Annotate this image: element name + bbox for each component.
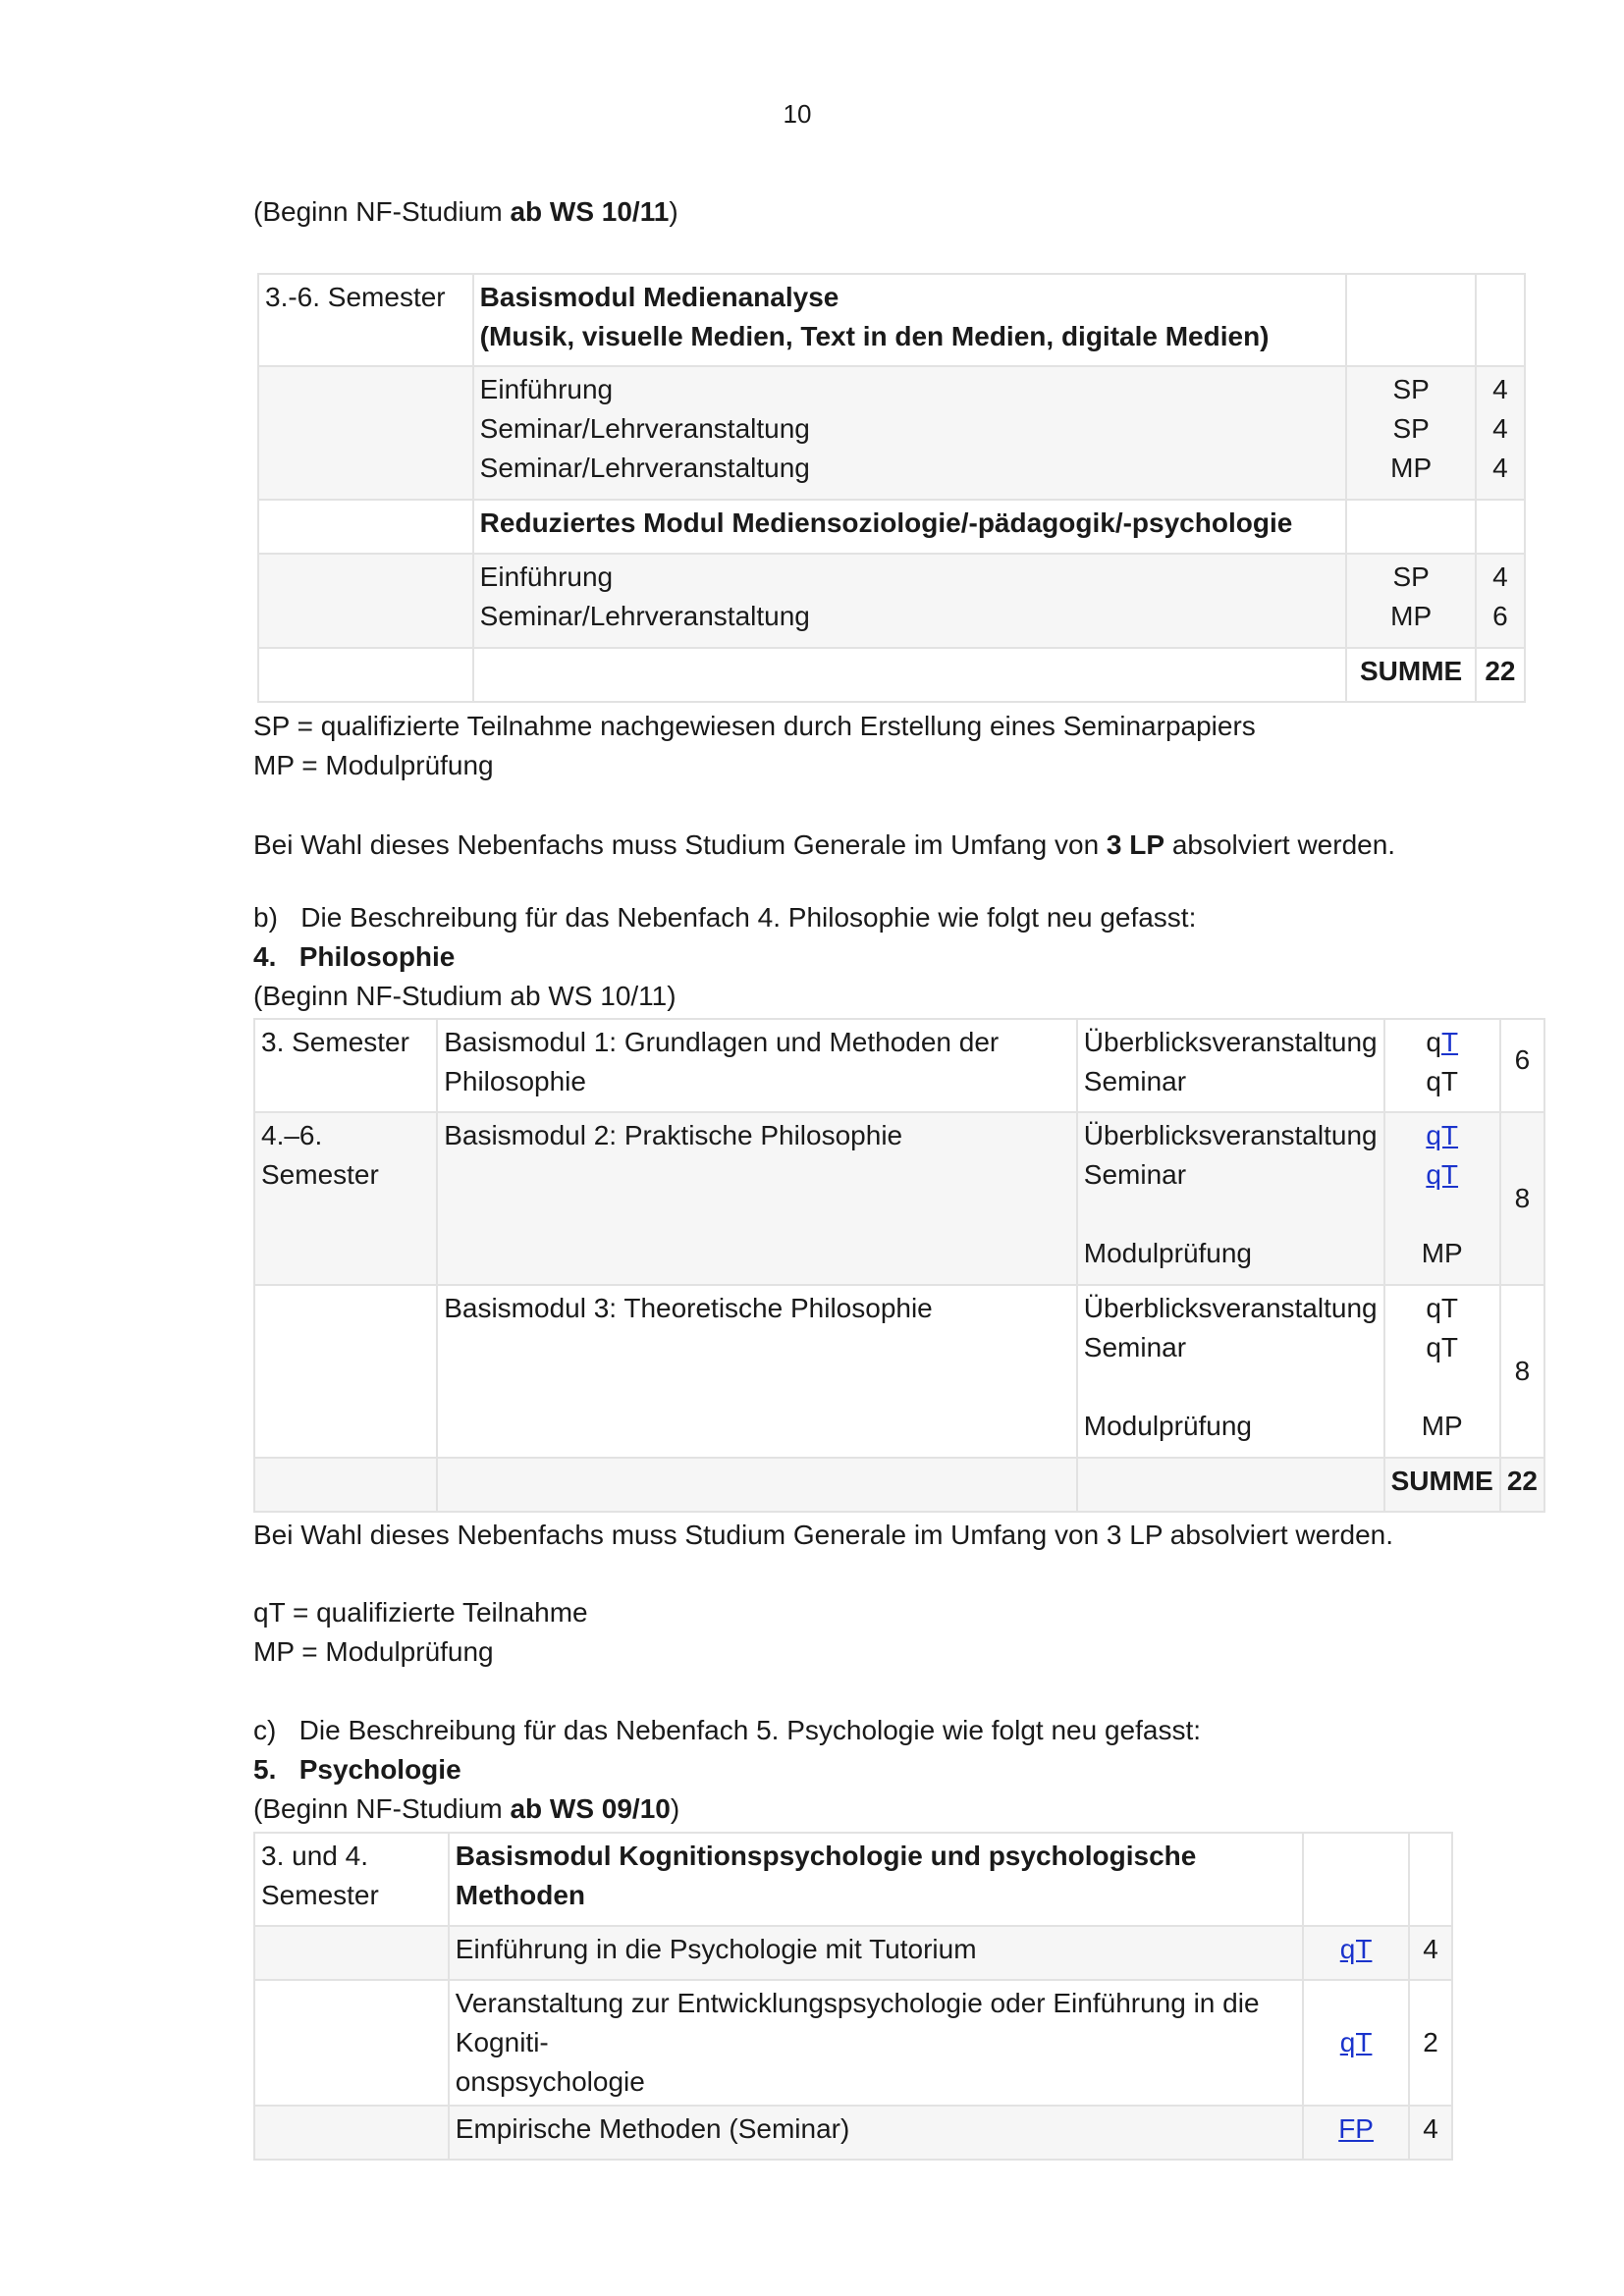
legend-mp: MP = Modulprüfung — [253, 1636, 494, 1667]
medien-module-table — [257, 273, 1526, 703]
module-items: Einführung Seminar/Lehrveranstaltung — [473, 554, 1347, 648]
item-name: Empirische Methoden (Seminar) — [449, 2106, 1303, 2160]
module-title-cell: Reduziertes Modul Mediensoziologie/-pädagogik/-psychologie — [473, 500, 1347, 554]
psychologie-table — [253, 1832, 1453, 2161]
events-cell: Überblicksveranstaltung Seminar Modulprüfung — [1077, 1285, 1384, 1458]
module-title-cell: Basismodul Kognitionspsychologie und psychologische Methoden — [449, 1833, 1303, 1926]
module-item-lp: 4 4 4 — [1476, 366, 1525, 500]
section-b-note: Bei Wahl dieses Nebenfachs muss Studium Generale im Umfang von 3 LP absolviert werden. — [253, 1520, 1394, 1550]
item-type: qT — [1303, 1980, 1409, 2106]
module-cell: Basismodul 2: Praktische Philosophie — [437, 1112, 1077, 1285]
item-lp: 2 — [1409, 1980, 1452, 2106]
module-items: Einführung Seminar/Lehrveranstaltung Seminar/Lehrveranstaltung — [473, 366, 1347, 500]
sum-value: 22 — [1500, 1458, 1544, 1512]
item-lp: 4 — [1409, 1926, 1452, 1980]
lp-cell: 8 — [1500, 1112, 1544, 1285]
lp-cell: 8 — [1500, 1285, 1544, 1458]
module-cell: Basismodul 1: Grundlagen und Methoden der Philosophie — [437, 1019, 1077, 1112]
events-cell: Überblicksveranstaltung Seminar Modulprüfung — [1077, 1112, 1384, 1285]
types-cell: qT qT — [1384, 1019, 1500, 1112]
semester-cell — [254, 1285, 437, 1458]
sum-value: 22 — [1476, 648, 1525, 702]
section-a-intro: (Beginn NF-Studium ab WS 10/11) — [253, 196, 678, 227]
page-number: 10 — [783, 99, 812, 129]
item-type: qT — [1303, 1926, 1409, 1980]
legend-sp: SP = qualifizierte Teilnahme nachgewiesen durch Erstellung eines Seminarpapiers — [253, 711, 1256, 741]
item-type: FP — [1303, 2106, 1409, 2160]
semester-cell: 3.-6. Semester — [258, 274, 473, 366]
lp-cell: 6 — [1500, 1019, 1544, 1112]
types-cell: qT qT MP — [1384, 1285, 1500, 1458]
section-c-text: c) Die Beschreibung für das Nebenfach 5. Psychologie wie folgt neu gefasst: — [253, 1715, 1201, 1745]
module-item-types: SP MP — [1346, 554, 1475, 648]
section-c-intro: (Beginn NF-Studium ab WS 09/10) — [253, 1793, 680, 1824]
item-name: Veranstaltung zur Entwicklungspsychologie oder Einführung in die Kogniti- onspsychologie — [449, 1980, 1303, 2106]
sum-label: SUMME — [1384, 1458, 1500, 1512]
sum-label: SUMME — [1346, 648, 1475, 702]
legend-mp: MP = Modulprüfung — [253, 750, 494, 780]
section-b-text: b) Die Beschreibung für das Nebenfach 4. Philosophie wie folgt neu gefasst: — [253, 902, 1197, 933]
item-lp: 4 — [1409, 2106, 1452, 2160]
module-item-types: SP SP MP — [1346, 366, 1475, 500]
semester-cell: 3. Semester — [254, 1019, 437, 1112]
semester-cell: 4.–6. Semester — [254, 1112, 437, 1285]
module-item-lp: 4 6 — [1476, 554, 1525, 648]
item-name: Einführung in die Psychologie mit Tutorium — [449, 1926, 1303, 1980]
section-c-heading: 5. Psychologie — [253, 1754, 461, 1785]
module-title-cell: Basismodul Medienanalyse (Musik, visuelle Medien, Text in den Medien, digitale Medien) — [473, 274, 1347, 366]
section-b-heading: 4. Philosophie — [253, 941, 456, 972]
studium-generale-note: Bei Wahl dieses Nebenfachs muss Studium Generale im Umfang von 3 LP absolviert werden. — [253, 829, 1396, 860]
types-cell: qT qT MP — [1384, 1112, 1500, 1285]
section-b-intro: (Beginn NF-Studium ab WS 10/11) — [253, 981, 677, 1011]
philosophie-table — [253, 1018, 1545, 1513]
legend-qt: qT = qualifizierte Teilnahme — [253, 1597, 588, 1628]
module-cell: Basismodul 3: Theoretische Philosophie — [437, 1285, 1077, 1458]
events-cell: Überblicksveranstaltung Seminar — [1077, 1019, 1384, 1112]
semester-cell: 3. und 4. Semester — [254, 1833, 449, 1926]
